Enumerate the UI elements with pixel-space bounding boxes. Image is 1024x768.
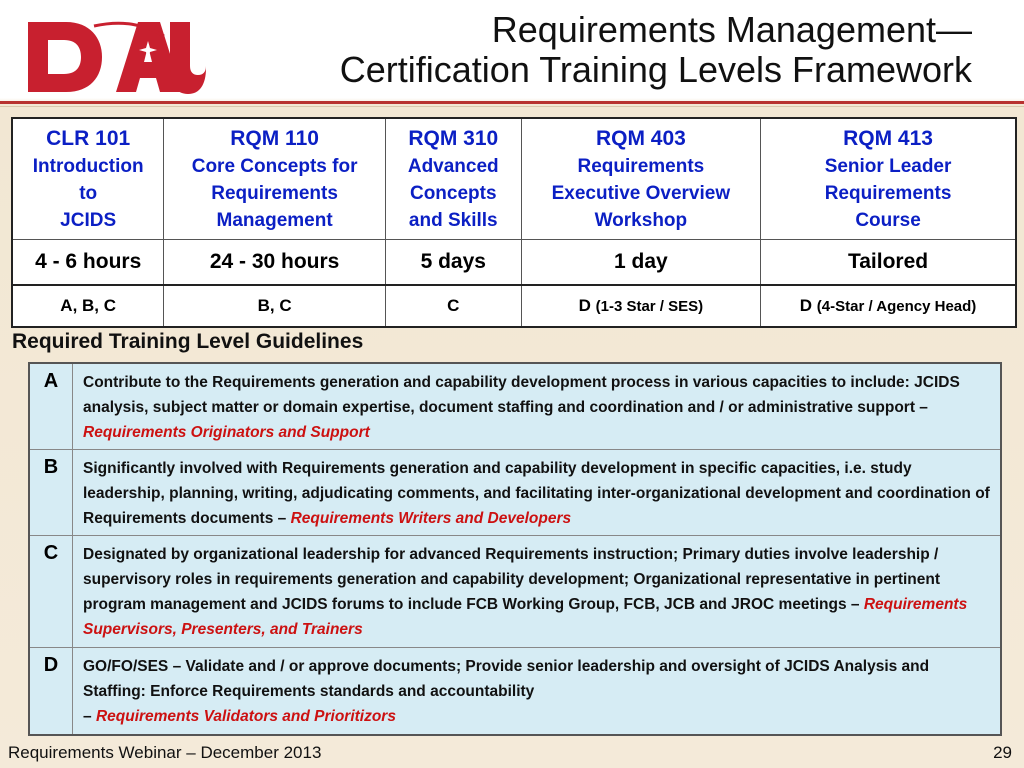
level-value: A, B, C: [60, 296, 117, 315]
training-levels-table: [11, 117, 1017, 328]
duration-cell: 4 - 6 hours: [12, 240, 164, 286]
course-cell: [12, 118, 164, 240]
course-code: RQM 403: [595, 126, 686, 150]
course-name-line: Requirements: [211, 182, 338, 204]
course-name-line: Core Concepts for: [191, 155, 358, 177]
course-name-line: Workshop: [594, 209, 688, 231]
course-name-line: Requirements: [824, 182, 952, 204]
guideline-description: [73, 450, 1002, 536]
course-cell: [761, 118, 1016, 240]
course-code: RQM 413: [843, 126, 933, 150]
course-name-line: JCIDS: [60, 209, 117, 231]
guideline-row: [29, 363, 1001, 450]
level-cell: [164, 285, 386, 327]
slide-title-line1: Requirements Management—: [491, 9, 972, 50]
duration-cell: 24 - 30 hours: [164, 240, 386, 286]
slide-title: [212, 10, 972, 90]
course-header-row: [12, 118, 1016, 240]
course-name-line: Advanced: [407, 155, 499, 177]
course-code: CLR 101: [46, 126, 131, 150]
level-cell: [521, 285, 760, 327]
guideline-role: Requirements Writers and Developers: [290, 510, 572, 527]
guideline-role: Requirements Supervisors, Presenters, and Trainers: [83, 596, 968, 638]
course-cell: [385, 118, 521, 240]
guideline-text: Designated by organizational leadership for advanced Requirements instruction; Primary duties involve leadership / supervisory roles in requirements generation and capability development; Organizational representative in pertinent program management and JCIDS forums to include FCB Working Group, FCB, JCB and JROC meetings –: [83, 546, 941, 613]
level-cell: [761, 285, 1016, 327]
guideline-level: D: [29, 648, 73, 736]
duration-cell: 1 day: [521, 240, 760, 286]
guideline-description: [73, 648, 1002, 736]
guideline-level: C: [29, 536, 73, 648]
level-value: C: [447, 296, 460, 315]
course-code: RQM 110: [230, 126, 319, 150]
dau-logo: [24, 14, 210, 100]
duration-cell: Tailored: [761, 240, 1016, 286]
course-name-line: and Skills: [408, 209, 498, 231]
level-value: B, C: [257, 296, 292, 315]
guideline-row: [29, 648, 1001, 736]
guideline-text: Significantly involved with Requirements generation and capability development in specific capacities, i.e. study leadership, planning, writing, adjudicating comments, and facilitating inter-organizational development and coordination of Requirements documents –: [83, 460, 990, 527]
title-divider: [0, 101, 1024, 104]
guideline-level: B: [29, 450, 73, 536]
level-cell: [385, 285, 521, 327]
duration-cell: 5 days: [385, 240, 521, 286]
course-name-line: Senior Leader: [824, 155, 952, 177]
guidelines-heading: Required Training Level Guidelines: [12, 330, 364, 353]
course-name-line: Management: [216, 209, 333, 231]
guideline-role: Requirements Originators and Support: [83, 424, 370, 441]
guideline-text: GO/FO/SES – Validate and / or approve documents; Provide senior leadership and oversight of JCIDS Analysis and Staffing: Enforce Requirements standards and accountability: [83, 658, 930, 700]
course-cell: [521, 118, 760, 240]
guideline-role: Requirements Validators and Prioritizors: [95, 708, 396, 725]
guideline-description: [73, 536, 1002, 648]
guideline-text: Contribute to the Requirements generation and capability development process in various capacities to include: JCIDS analysis, subject matter or domain expertise, document staffing and coordination and / or administrative support –: [83, 374, 960, 416]
footer-caption: Requirements Webinar – December 2013: [8, 743, 322, 762]
course-name-line: Executive Overview: [551, 182, 731, 204]
duration-row: [12, 240, 1016, 286]
level-row: [12, 285, 1016, 327]
level-value: D: [578, 296, 591, 315]
course-name-line: Introduction: [32, 155, 144, 177]
course-name-line: Concepts: [409, 182, 497, 204]
training-guidelines-table: [28, 362, 1002, 736]
level-cell: [12, 285, 164, 327]
course-code: RQM 310: [408, 126, 499, 150]
guideline-text-prefix: –: [83, 708, 96, 725]
guideline-level: A: [29, 363, 73, 450]
course-name-line: Requirements: [577, 155, 705, 177]
level-note: (4-Star / Agency Head): [816, 298, 977, 315]
guideline-row: [29, 450, 1001, 536]
slide-title-line2: Certification Training Levels Framework: [339, 49, 972, 90]
level-value: D: [799, 296, 813, 315]
page-number: 29: [993, 743, 1012, 762]
course-cell: [164, 118, 386, 240]
course-name-line: to: [79, 182, 98, 204]
guideline-row: [29, 536, 1001, 648]
course-name-line: Course: [855, 209, 921, 231]
level-note: (1-3 Star / SES): [595, 298, 704, 315]
guideline-description: [73, 363, 1002, 450]
title-divider-thin: [0, 106, 1024, 107]
